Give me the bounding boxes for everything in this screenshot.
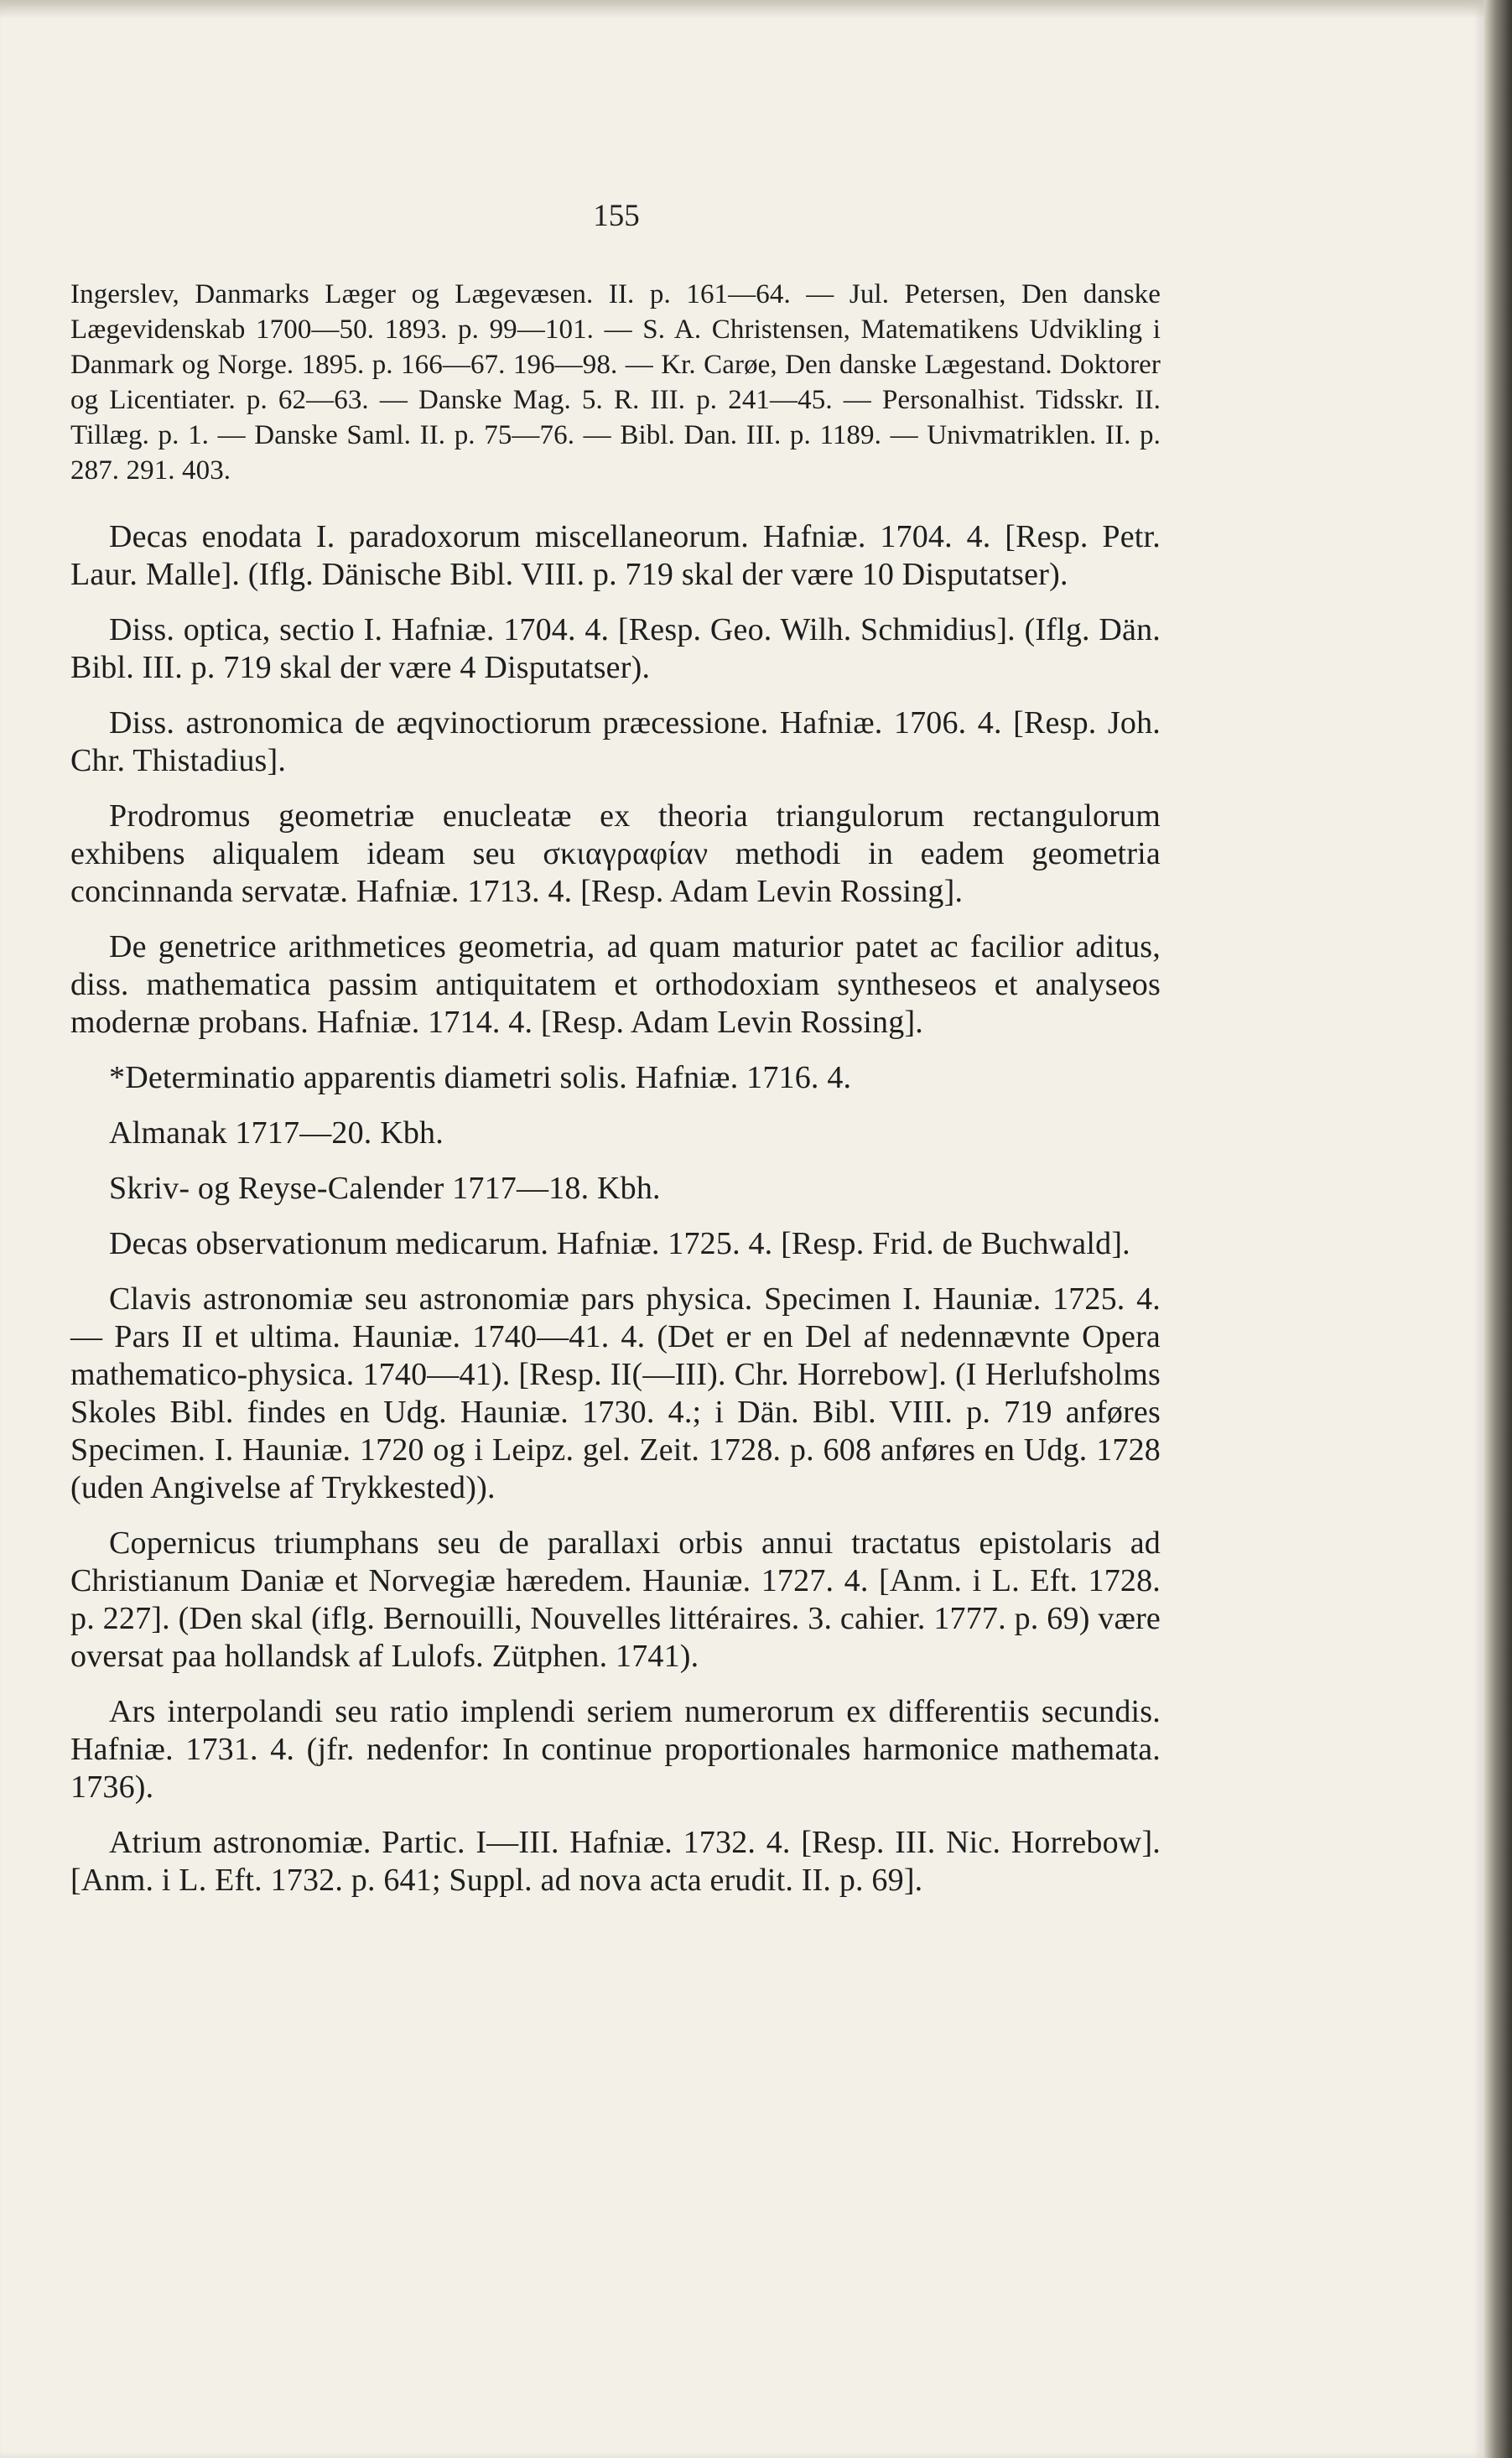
bibliography-entry: Diss. astronomica de æqvinoctiorum præcessione. Hafniæ. 1706. 4. [Resp. Joh. Chr. Thistadius]. bbox=[70, 705, 1161, 778]
page-body bbox=[70, 277, 1161, 1917]
bibliography-entry: Ars interpolandi seu ratio implendi seriem numerorum ex differentiis secundis. Hafniæ. 1731. 4. (jfr. nedenfor: In continue proportionales harmonice mathemata. 1736). bbox=[70, 1694, 1161, 1805]
bibliography-entry: *Determinatio apparentis diametri solis. Hafniæ. 1716. 4. bbox=[109, 1060, 852, 1095]
page-number: 155 bbox=[593, 199, 640, 233]
bibliography-entry: Prodromus geometriæ enucleatæ ex theoria triangulorum rectangulorum exhibens aliqualem ideam seu σκιαγραφίαν methodi in eadem geometria concinnanda servatæ. Hafniæ. 1713. 4. [Resp. Adam Levin Rossing]. bbox=[70, 798, 1161, 909]
bibliography-entry: Almanak 1717—20. Kbh. bbox=[109, 1115, 444, 1151]
bibliography-entry: Clavis astronomiæ seu astronomiæ pars physica. Specimen I. Hauniæ. 1725. 4. — Pars II et ultima. Hauniæ. 1740—41. 4. (Det er en Del af nedennævnte Opera mathematico-physica. 1740—41). [Resp. II(—III). Chr. Horrebow]. (I Herlufsholms Skoles Bibl. findes en Udg. Hauniæ. 1730. 4.; i Dän. Bibl. VIII. p. 719 anføres Specimen. I. Hauniæ. 1720 og i Leipz. gel. Zeit. 1728. p. 608 anføres en Udg. 1728 (uden Angivelse af Trykkested)). bbox=[70, 1281, 1161, 1505]
bibliography-entry: Decas observationum medicarum. Hafniæ. 1725. 4. [Resp. Frid. de Buchwald]. bbox=[109, 1226, 1130, 1261]
bibliography-entry: De genetrice arithmetices geometria, ad quam maturior patet ac facilior aditus, diss. mathematica passim antiquitatem et orthodoxiam syntheseos et analyseos modernæ probans. Hafniæ. 1714. 4. [Resp. Adam Levin Rossing]. bbox=[70, 929, 1161, 1040]
bio-references-paragraph: Ingerslev, Danmarks Læger og Lægevæsen. II. p. 161—64. — Jul. Petersen, Den danske Lægevidenskab 1700—50. 1893. p. 99—101. — S. A. Christensen, Matematikens Udvikling i Danmark og Norge. 1895. p. 166—67. 196—98. — Kr. Carøe, Den danske Lægestand. Doktorer og Licentiater. p. 62—63. — Danske Mag. 5. R. III. p. 241—45. — Personalhist. Tidsskr. II. Tillæg. p. 1. — Danske Saml. II. p. 75—76. — Bibl. Dan. III. p. 1189. — Univmatriklen. II. p. 287. 291. 403. bbox=[70, 279, 1161, 486]
bibliography-entry: Skriv- og Reyse-Calender 1717—18. Kbh. bbox=[109, 1171, 661, 1206]
bibliography-entry: Copernicus triumphans seu de parallaxi orbis annui tractatus epistolaris ad Christianum Daniæ et Norvegiæ hæredem. Hauniæ. 1727. 4. [Anm. i L. Eft. 1728. p. 227]. (Den skal (iflg. Bernouilli, Nouvelles littéraires. 3. cahier. 1777. p. 69) være oversat paa hollandsk af Lulofs. Zütphen. 1741). bbox=[70, 1525, 1161, 1674]
page-top-edge bbox=[0, 0, 1512, 18]
bibliography-entry: Diss. optica, sectio I. Hafniæ. 1704. 4. [Resp. Geo. Wilh. Schmidius]. (Iflg. Dän. Bibl. III. p. 719 skal der være 4 Disputatser). bbox=[70, 612, 1161, 685]
book-right-edge bbox=[1484, 0, 1512, 2458]
bibliography-entry: Atrium astronomiæ. Partic. I—III. Hafniæ. 1732. 4. [Resp. III. Nic. Horrebow]. [Anm. i L. Eft. 1732. p. 641; Suppl. ad nova acta erudit. II. p. 69]. bbox=[70, 1825, 1161, 1898]
bibliography-entry: Decas enodata I. paradoxorum miscellaneorum. Hafniæ. 1704. 4. [Resp. Petr. Laur. Malle]. (Iflg. Dänische Bibl. VIII. p. 719 skal der være 10 Disputatser). bbox=[70, 519, 1161, 592]
